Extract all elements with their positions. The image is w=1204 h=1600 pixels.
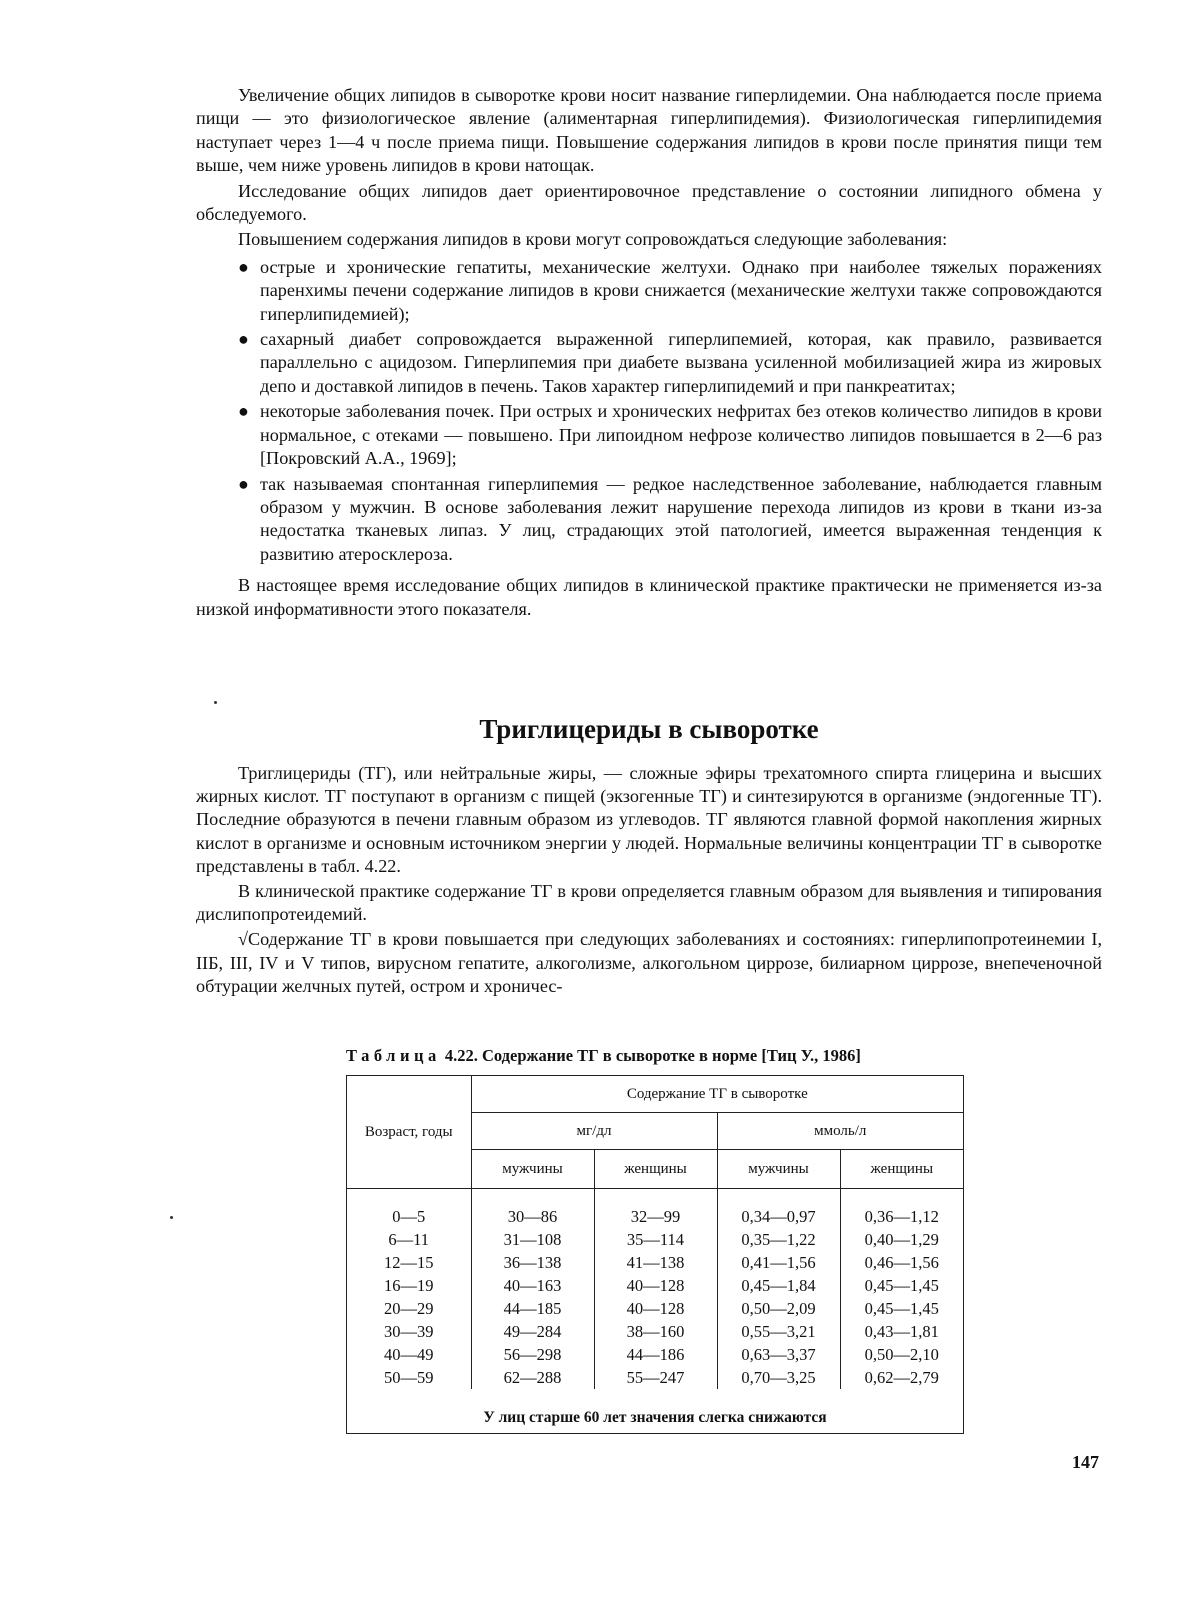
group-header: Содержание ТГ в сыворотке [471, 1076, 963, 1113]
table-row: 30—39 49—284 38—160 0,55—3,21 0,43—1,81 [347, 1320, 963, 1343]
table-footnote: У лиц старше 60 лет значения слегка снижаются [483, 1409, 827, 1426]
tg-paragraph: В клинической практике содержание ТГ в крови определяется главным образом для выявления и типирования дислипопротеидемий. [196, 881, 1102, 925]
scan-speck [214, 701, 217, 704]
tg-paragraph: Триглицериды (ТГ), или нейтральные жиры, — сложные эфиры трехатомного спирта глицерина и высших жирных кислот. ТГ поступают в организм с пищей (экзогенные ТГ) и синтезируются в организме (эндогенные ТГ). Последние образуются в печени главным образом из углеводов. ТГ являются главной формой накопления жирных кислот в организме и основным источником энергии у людей. Нормальные величины концентрации ТГ в сыворотке представлены в табл. 4.22. [196, 763, 1102, 876]
age-header: Возраст, годы [347, 1076, 471, 1189]
scan-speck [170, 1216, 173, 1219]
page-number: 147 [1072, 1452, 1099, 1472]
list-item: ● некоторые заболевания почек. При острых и хронических нефритах без отеков количество липидов в крови нормальное, с отеками — повышено. При липоидном нефрозе количество липидов повышается в 2—6 раз [Покровский А.А., 1969]; [238, 401, 1102, 469]
intro-paragraph: Повышением содержания липидов в крови могут сопровождаться следующие заболевания: [238, 229, 948, 250]
list-item: ● сахарный диабет сопровождается выраженной гиперлипемией, которая, как правило, развивается параллельно с ацидозом. Гиперлипемия при диабете вызвана усиленной мобилизацией жира из жировых депо и доставкой липидов в печень. Таков характер гиперлипидемий и при панкреатитах; [238, 329, 1102, 396]
table-row: 20—29 44—185 40—128 0,50—2,09 0,45—1,45 [347, 1297, 963, 1320]
intro-paragraph: Исследование общих липидов дает ориентировочное представление о состоянии липидного обмена у обследуемого. [196, 180, 1102, 225]
table-caption [346, 1046, 966, 1066]
conclusion-paragraph: В настоящее время исследование общих липидов в клинической практике практически не применяется из-за низкой информативности этого показателя. [196, 575, 1102, 619]
men-header: мужчины [717, 1150, 840, 1189]
table-caption-title: 4.22. Содержание ТГ в сыворотке в норме [Тиц У., 1986] [444, 1046, 861, 1065]
bullet-icon: ● [238, 329, 249, 350]
list-item: ● острые и хронические гепатиты, механические желтухи. Однако при наиболее тяжелых поражениях паренхимы печени содержание липидов в крови снижается (механические желтухи также сопровождаются гиперлипидемией); [238, 256, 1102, 324]
men-header: мужчины [471, 1150, 594, 1189]
women-header: женщины [594, 1150, 717, 1189]
bullet-icon: ● [238, 256, 249, 277]
unit-header-mmol: ммоль/л [717, 1113, 963, 1150]
bullet-icon: ● [238, 473, 249, 494]
table-row: 50—59 62—288 55—247 0,70—3,25 0,62—2,79 [347, 1366, 963, 1389]
table-row: 40—49 56—298 44—186 0,63—3,37 0,50—2,10 [347, 1343, 963, 1366]
unit-header-mgdl: мг/дл [471, 1113, 717, 1150]
disease-list [196, 256, 1102, 566]
table-row: 0—5 30—86 32—99 0,34—0,97 0,36—1,12 [347, 1205, 963, 1228]
lipids-section [196, 84, 1102, 623]
table-row: 16—19 40—163 40—128 0,45—1,84 0,45—1,45 [347, 1274, 963, 1297]
section-title: Триглицериды в сыворотке [479, 714, 819, 744]
table-row: 6—11 31—108 35—114 0,35—1,22 0,40—1,29 [347, 1228, 963, 1251]
table-row: 12—15 36—138 41—138 0,41—1,56 0,46—1,56 [347, 1251, 963, 1274]
intro-paragraph: Увеличение общих липидов в сыворотке крови носит название гиперлидемии. Она наблюдается после приема пищи — это физиологическое явление (алиментарная гиперлипидемия). Физиологическая гиперлипидемия наступает через 1—4 ч после приема пищи. Повышение содержания липидов в крови после принятия пищи тем выше, чем ниже уровень липидов в крови натощак. [196, 85, 1102, 176]
list-item: ● так называемая спонтанная гиперлипемия — редкое наследственное заболевание, наблюдается главным образом у мужчин. В основе заболевания лежит нарушение перехода липидов из крови в ткани из-за недостатка тканевых липаз. У лиц, страдающих этой патологией, имеется выраженная тенденция к развитию атеросклероза. [238, 473, 1102, 564]
table-caption-label: Таблица [346, 1046, 441, 1065]
tg-norm-table [346, 1075, 964, 1434]
bullet-icon: ● [238, 401, 249, 422]
women-header: женщины [840, 1150, 963, 1189]
tg-paragraph: √Содержание ТГ в крови повышается при следующих заболеваниях и состояниях: гиперлипопротеинемии I, IIБ, III, IV и V типов, вирусном гепатите, алкоголизме, алкогольном циррозе, билиарном циррозе, внепеченочной обтурации желчных путей, остром и хроничес- [196, 929, 1102, 996]
triglycerides-section [196, 762, 1102, 1000]
